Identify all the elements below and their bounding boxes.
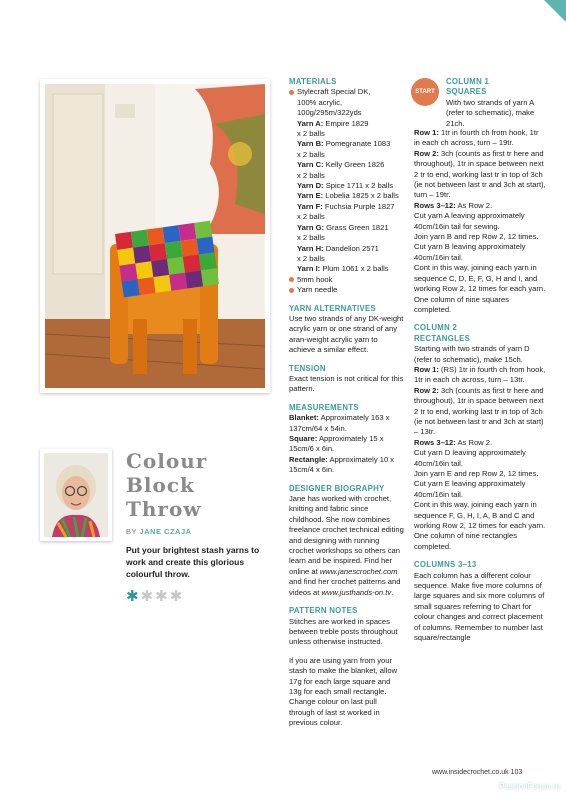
bullet-icon — [289, 90, 294, 95]
column1-p3: Cut yarn B leaving approximately 40cm/16in tail. — [414, 242, 526, 262]
title-line: Block — [126, 473, 195, 497]
column1-p2: Join yarn B and rep Row 2, 12 times. — [414, 232, 539, 242]
designer-site-link[interactable]: www.janescrochet.com — [319, 566, 398, 576]
start-badge: START — [411, 78, 439, 106]
yarn-list-item: Yarn C: Kelly Green 1826 — [297, 160, 385, 170]
column1-p4: Cont in this way, joining each yarn in sequence C, D, E, F, G, H and I, and working Row 2, 12 times for each yarn. — [414, 263, 546, 294]
column2-heading: COLUMN 2 — [414, 323, 458, 333]
materials-yarn-line: 100g/295m/322yds — [297, 108, 362, 118]
measurement-square: Square: Approximately 15 x 15cm/6 x 6in. — [289, 434, 384, 454]
materials-yarn: Stylecraft Special DK, — [289, 87, 404, 97]
tension-text: Exact tension is not critical for this pattern. — [289, 373, 404, 394]
measurement-rectangle: Rectangle: Approximately 10 x 15cm/4 x 6in. — [289, 454, 395, 475]
middle-column — [289, 77, 404, 729]
bullet-icon — [289, 277, 294, 282]
byline-author: JANE CZAJA — [139, 527, 192, 536]
designer-bio: Jane has worked with crochet, knitting and fabric since childhood. She now combines freelance crochet technical editing and designing with running crochet workshops so others can learn and be inspired. Find her online at www.janescrochet.com and find her crochet patterns and videos at www.justhands-on.tv. — [289, 494, 404, 597]
yarn-list-item: Yarn E: Lobelia 1825 x 2 balls — [297, 191, 399, 201]
intro-text: Put your brightest stash yarns to work and create this glorious colourful throw. — [126, 545, 260, 579]
column1-p1: Cut yarn A leaving approximately 40cm/16in tail for sewing. — [414, 211, 525, 231]
skill-star-empty-icon: ✱ — [169, 588, 183, 605]
column2-p3: Cut yarn E leaving approximately 40cm/16in tail. — [414, 479, 526, 499]
column2-subheading: RECTANGLES — [414, 333, 471, 343]
page-number: 103 — [510, 769, 523, 776]
skill-star-empty-icon: ✱ — [140, 588, 154, 605]
bullet-icon — [289, 288, 294, 293]
materials-heading: MATERIALS — [289, 77, 337, 86]
main-photo-frame — [40, 79, 270, 393]
yarn-alternatives-text: Use two strands of any DK-weight acrylic yarn or one strand of any aran-weight acrylic yarn to achieve a similar effect. — [289, 313, 404, 355]
yarn-list-item: Yarn I: Plum 1061 x 2 balls — [297, 264, 389, 274]
column1-row1: Row 1: 1tr in fourth ch from hook, 1tr in each ch across, turn – 19tr. — [414, 128, 539, 148]
yarn-alternatives-heading: YARN ALTERNATIVES — [289, 303, 376, 313]
yarn-list-item: Yarn D: Spice 1711 x 2 balls — [297, 181, 394, 191]
chair-throw-photo — [45, 84, 265, 388]
yarn-list-item: x 2 balls — [297, 212, 325, 222]
yarn-list-item: Yarn H: Dandelion 2571 — [297, 243, 379, 253]
columns3-13-text: Each column has a different colour sequence. Make five more columns of large squares and six more columns of small squares referring to Chart for colour changes and correct placement of columns. Remember to number last square/rectangle — [414, 570, 545, 643]
yarn-list-item: x 2 balls — [297, 149, 325, 159]
skill-star-empty-icon: ✱ — [155, 588, 168, 605]
column2-p2: Join yarn E and rep Row 2, 12 times. — [414, 469, 539, 478]
column1-row2: Row 2: 3ch (counts as first tr here and throughout), 1tr in space between next 2 tr to end, working last tr in top of 3ch (ie not between last tr and 3ch at start), turn – 19tr. — [414, 148, 546, 200]
yarn-list-item: Yarn B: Pomegranate 1083 — [297, 139, 391, 149]
pattern-notes-p2: If you are using yarn from your stash to make the blanket, allow 17g for each large square and 13g for each small rectangle. Change colour on last pull through of last st worked in previous colour. — [289, 655, 398, 728]
column2-row2: Row 2: 3ch (counts as first tr here and throughout), 1tr in space between next 2 tr to end, working last tr in top of 3ch (ie not between last tr and 3ch at start) – 13tr. — [414, 385, 544, 437]
column1-intro-start: With two strands of yarn A (refer to schematic), make 21ch. — [446, 97, 535, 128]
designer-heading: DESIGNER BIOGRAPHY — [289, 483, 385, 493]
measurement-blanket: Blanket: Approximately 163 x 137cm/64 x 54in. — [289, 413, 390, 433]
column2-p5: One column of nine rectangles completed. — [414, 531, 517, 551]
skill-star-filled-icon: ✱ — [126, 588, 139, 605]
materials-yarn-line: 100% acrylic, — [297, 97, 343, 107]
byline — [126, 527, 276, 536]
column2-rows: Rows 3–12: As Row 2. — [414, 437, 493, 447]
yarn-list-item: x 2 balls — [297, 233, 325, 243]
byline-prefix: BY — [126, 527, 137, 536]
measurements-heading: MEASUREMENTS — [289, 402, 359, 412]
yarn-list-item: x 2 balls — [297, 253, 325, 263]
right-column — [414, 128, 546, 644]
column2-p1: Cut yarn D leaving approximately 40cm/16in tail. — [414, 448, 526, 468]
skill-level-rating — [126, 589, 182, 604]
title-block — [126, 449, 276, 536]
corner-tab — [544, 0, 566, 22]
title-line: Throw — [126, 497, 202, 521]
page-footer — [432, 769, 522, 776]
title-line: Colour — [126, 449, 208, 473]
yarn-list-item: x 2 balls — [297, 170, 325, 180]
yarn-list-item: Yarn F: Fuchsia Purple 1827 — [297, 201, 395, 211]
materials-needle: Yarn needle — [289, 285, 404, 295]
column1-p5: One column of nine squares completed. — [414, 294, 509, 314]
designer-portrait-frame — [40, 449, 112, 541]
yarn-list-item: x 2 balls — [297, 129, 325, 139]
columns3-13-heading: COLUMNS 3–13 — [414, 560, 477, 570]
column2-p4: Cont in this way, joining each yarn in sequence F, G, H, I, A, B and C and working Row 2, 12 times for each yarn. — [414, 500, 546, 531]
column1-rows: Rows 3–12: As Row 2. — [414, 200, 493, 210]
pattern-notes-heading: PATTERN NOTES — [289, 606, 358, 616]
column1-subheading: SQUARES — [446, 87, 487, 97]
column1-heading: COLUMN 1 — [446, 77, 490, 86]
yarn-list-item: Yarn G: Grass Green 1821 — [297, 222, 389, 232]
materials-hook: 5mm hook — [289, 275, 404, 285]
column1-heading-block — [446, 77, 546, 129]
designer-video-link[interactable]: www.justhands-on.tv — [321, 587, 392, 597]
pattern-title — [126, 449, 276, 521]
footer-site: www.insidecrochet.co.uk — [432, 769, 509, 776]
column2-intro: Starting with two strands of yarn D (refer to schematic), make 15ch. — [414, 344, 530, 364]
yarn-list — [289, 119, 404, 275]
watermark: PassionForum.ru — [499, 782, 560, 791]
column2-row1: Row 1: (RS) 1tr in fourth ch from hook, 1tr in each ch across, turn – 13tr. — [414, 364, 546, 385]
pattern-notes-p1: Stitches are worked in spaces between treble posts throughout unless otherwise instructed. — [289, 616, 398, 647]
tension-heading: TENSION — [289, 363, 326, 373]
designer-portrait — [44, 453, 108, 537]
yarn-list-item: Yarn A: Empire 1829 — [297, 118, 369, 128]
